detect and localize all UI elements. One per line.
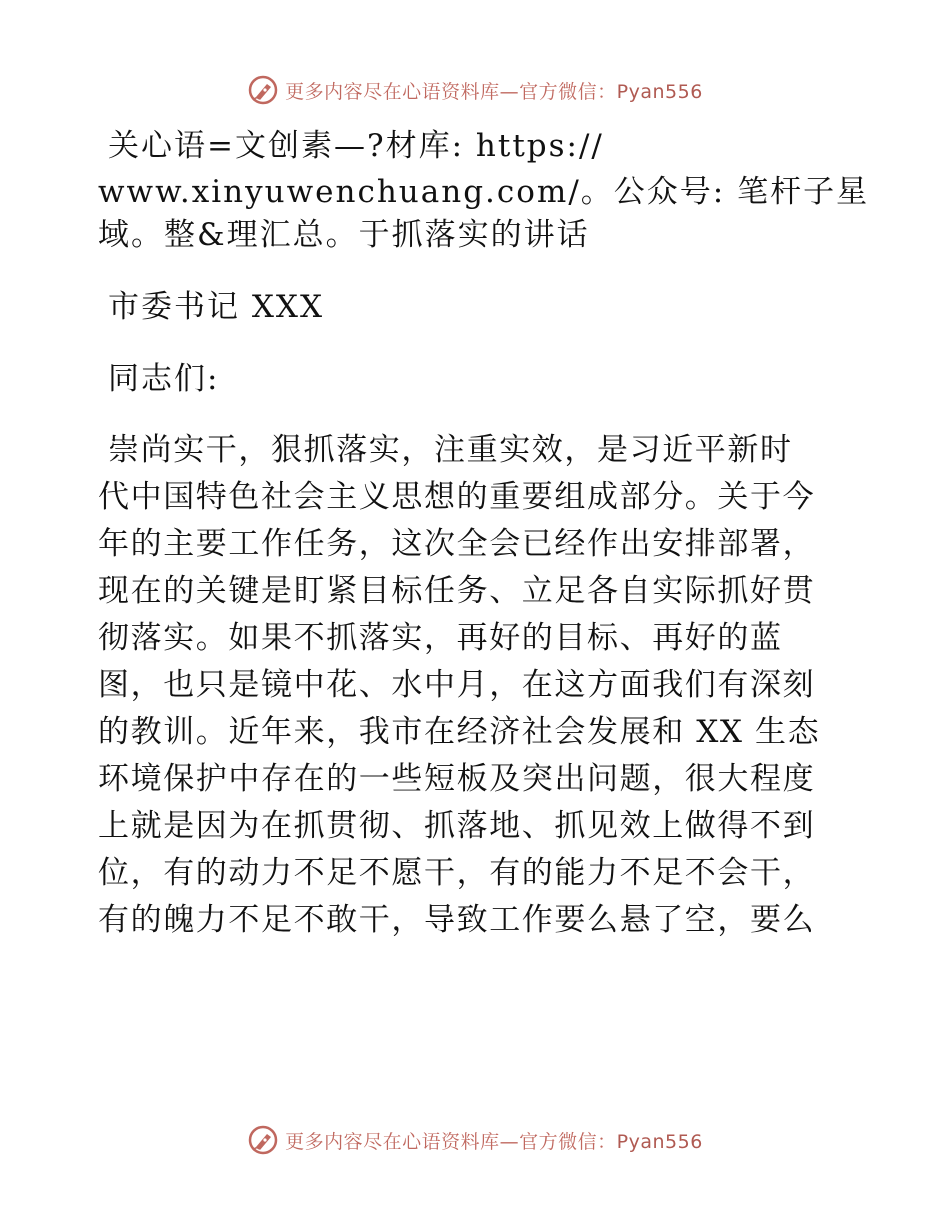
watermark-text: 更多内容尽在心语资料库—官方微信：Pyan556: [285, 80, 703, 103]
pen-nib-circle-icon: [247, 74, 279, 106]
body-line: 代中国特色社会主义思想的重要组成部分。关于今: [98, 479, 816, 515]
body-line: 彻落实。如果不抓落实，再好的目标、再好的蓝: [98, 620, 783, 656]
body-line: 位，有的动力不足不愿干，有的能力不足不会干，: [98, 855, 816, 891]
body-line: 环境保护中存在的一些短板及突出问题，很大程度: [98, 761, 816, 797]
header-line: 域。整&理汇总。于抓落实的讲话: [98, 217, 590, 253]
wechat-id: Pyan556: [616, 80, 703, 103]
salutation: 同志们:: [108, 361, 220, 397]
body-line: 图，也只是镜中花、水中月，在这方面我们有深刻: [98, 667, 816, 703]
body-line: 的教训。近年来，我市在经济社会发展和 XX 生态: [98, 714, 821, 750]
body-line: 崇尚实干，狠抓落实，注重实效，是习近平新时: [108, 432, 793, 468]
watermark-banner-bottom: [0, 1120, 950, 1160]
pen-nib-circle-icon: [247, 1124, 279, 1156]
body-paragraph: [98, 427, 858, 944]
watermark-banner-top: [0, 70, 950, 110]
header-line: www.xinyuwenchuang.com/。公众号: 笔杆子星: [98, 174, 870, 210]
header-line: 关心语=文创素—?材库: https://: [108, 128, 604, 164]
body-line: 年的主要工作任务，这次全会已经作出安排部署，: [98, 526, 816, 562]
document-header: [98, 122, 870, 259]
body-line: 有的魄力不足不敢干，导致工作要么悬了空，要么: [98, 902, 816, 938]
document-body: [98, 122, 870, 944]
speaker-line: 市委书记 XXX: [108, 289, 325, 325]
wechat-id: Pyan556: [616, 1130, 703, 1153]
body-line: 上就是因为在抓贯彻、抓落地、抓见效上做得不到: [98, 808, 816, 844]
body-line: 现在的关键是盯紧目标任务、立足各自实际抓好贯: [98, 573, 816, 609]
watermark-text: 更多内容尽在心语资料库—官方微信：Pyan556: [285, 1130, 703, 1153]
